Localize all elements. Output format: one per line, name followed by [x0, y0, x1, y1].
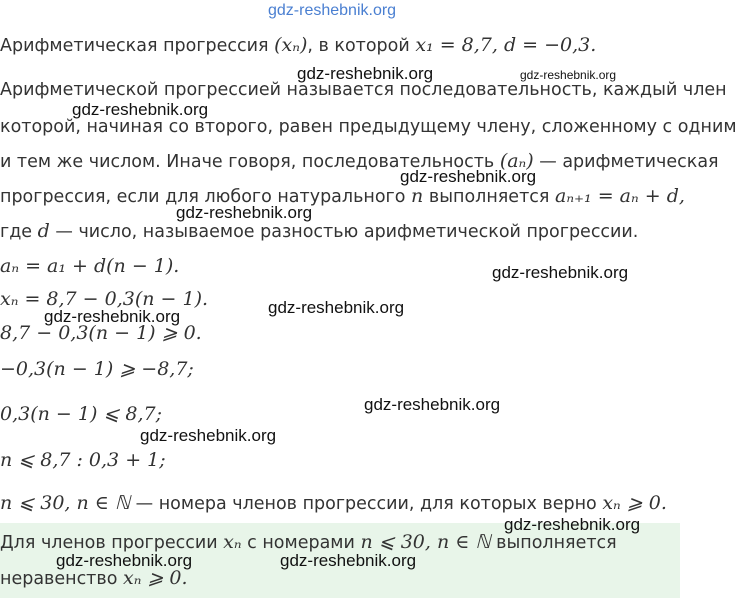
answer-text: с номерами — [247, 533, 355, 553]
result-expression: n ⩽ 30, n ∈ ℕ — [0, 492, 131, 514]
step-1: aₙ = a₁ + d(n − 1). — [0, 255, 180, 277]
definition-formula: aₙ₊₁ = aₙ + d, — [555, 185, 685, 207]
watermark: gdz-reshebnik.org — [297, 64, 434, 83]
definition-line-5 — [0, 220, 638, 242]
problem-mid: , в которой — [307, 36, 410, 56]
watermark: gdz-reshebnik.org — [268, 298, 405, 317]
definition-text: прогрессия, если для любого натурального — [0, 187, 406, 207]
definition-line-3 — [0, 150, 719, 172]
step-4: −0,3(n − 1) ⩾ −8,7; — [0, 358, 194, 380]
answer-text: Для членов прогрессии — [0, 533, 218, 553]
answer-text: неравенство — [0, 569, 118, 589]
watermark: gdz-reshebnik.org — [504, 515, 641, 534]
step-5: 0,3(n − 1) ⩽ 8,7; — [0, 403, 162, 425]
watermark: gdz-reshebnik.org — [492, 263, 629, 282]
watermark: gdz-reshebnik.org — [364, 395, 501, 414]
watermark: gdz-reshebnik.org — [72, 100, 209, 119]
definition-line-1: Арифметической прогрессией называется последовательность, каждый член — [0, 80, 727, 100]
answer-expression: n ⩽ 30, n ∈ ℕ — [360, 531, 491, 553]
watermark: gdz-reshebnik.org — [44, 307, 181, 326]
answer-var: xₙ — [223, 531, 242, 553]
definition-var-d: d — [37, 220, 50, 242]
watermark: gdz-reshebnik.org — [176, 203, 313, 222]
problem-condition: x₁ = 8,7, d = −0,3. — [415, 34, 597, 56]
watermark: gdz-reshebnik.org — [400, 167, 537, 186]
watermark-top: gdz-reshebnik.org — [268, 2, 397, 19]
step-3: 8,7 − 0,3(n − 1) ⩾ 0. — [0, 322, 202, 344]
problem-text: Арифметическая прогрессия — [0, 36, 269, 56]
definition-text: — арифметическая — [539, 152, 719, 172]
step-6: n ⩽ 8,7 : 0,3 + 1; — [0, 449, 166, 471]
definition-text: — число, называемое разностью арифметической прогрессии. — [55, 222, 639, 242]
watermark: gdz-reshebnik.org — [140, 426, 277, 445]
definition-line-2: которой, начиная со второго, равен предыдущему члену, сложенному с одним — [0, 117, 737, 137]
result-text: — номера членов прогрессии, для которых верно — [135, 494, 597, 514]
watermark: gdz-reshebnik.org — [280, 551, 417, 570]
answer-text: выполняется — [496, 533, 617, 553]
problem-statement — [0, 34, 596, 56]
definition-text: и тем же числом. Иначе говоря, последовательность — [0, 152, 495, 172]
definition-sequence: (aₙ) — [499, 150, 534, 172]
result-condition: xₙ ⩾ 0. — [602, 492, 667, 514]
definition-text: выполняется — [428, 187, 550, 207]
answer-condition: xₙ ⩾ 0. — [122, 567, 188, 589]
result-line — [0, 492, 667, 514]
step-2: xₙ = 8,7 − 0,3(n − 1). — [0, 288, 209, 310]
definition-text: где — [0, 222, 33, 242]
definition-line-4 — [0, 185, 685, 207]
definition-var-n: n — [411, 185, 424, 207]
watermark: gdz-reshebnik.org — [520, 68, 617, 82]
watermark: gdz-reshebnik.org — [56, 551, 193, 570]
problem-sequence: (xₙ) — [274, 34, 308, 56]
